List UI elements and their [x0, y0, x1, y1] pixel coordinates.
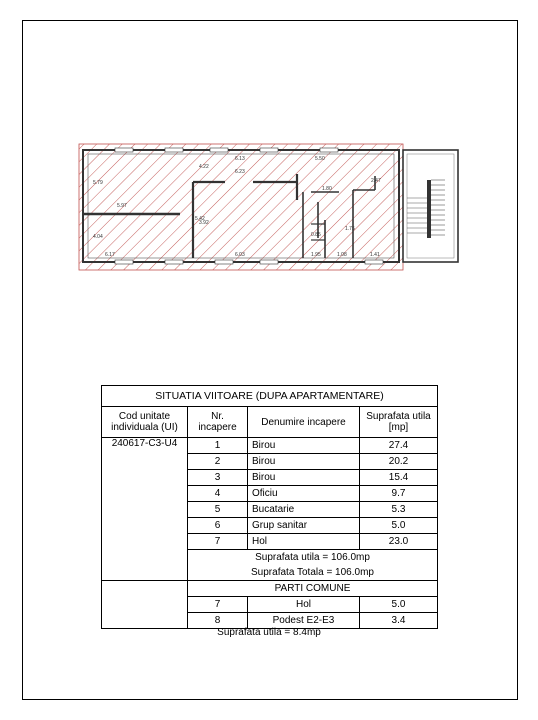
room-area: 5.3 — [360, 502, 438, 518]
floor-plan-drawing — [75, 140, 467, 275]
room-area: 3.4 — [360, 613, 438, 629]
room-nr: 4 — [188, 486, 248, 502]
dim-label: 6.03 — [235, 252, 245, 258]
dim-label: 1.41 — [370, 252, 380, 258]
room-name: Grup sanitar — [248, 518, 360, 534]
room-area: 5.0 — [360, 597, 438, 613]
total-overall-area: Suprafata Totala = 106.0mp — [188, 565, 438, 581]
dim-label: 0.85 — [311, 232, 321, 238]
room-nr: 6 — [188, 518, 248, 534]
room-area: 23.0 — [360, 534, 438, 550]
room-nr: 3 — [188, 470, 248, 486]
room-area: 27.4 — [360, 438, 438, 454]
room-nr: 2 — [188, 454, 248, 470]
area-table — [101, 385, 438, 629]
dim-label: 6.13 — [235, 156, 245, 162]
dim-label: 1.80 — [322, 186, 332, 192]
table-row — [102, 438, 438, 454]
dim-label: 2.47 — [371, 178, 381, 184]
common-empty-cell — [102, 581, 188, 629]
room-area: 9.7 — [360, 486, 438, 502]
table-title: SITUATIA VIITOARE (DUPA APARTAMENTARE) — [102, 386, 438, 407]
room-nr: 5 — [188, 502, 248, 518]
room-area: 5.0 — [360, 518, 438, 534]
header-unit-code: Cod unitate individuala (UI) — [102, 407, 188, 438]
dim-label: 5.42 — [195, 216, 205, 222]
room-name: Oficiu — [248, 486, 360, 502]
common-parts-title: PARTI COMUNE — [188, 581, 438, 597]
dim-label: 1.75 — [345, 226, 355, 232]
room-name: Birou — [248, 454, 360, 470]
dim-label: 5.97 — [117, 203, 127, 209]
dim-label: 1.08 — [337, 252, 347, 258]
room-name: Hol — [248, 597, 360, 613]
room-nr: 1 — [188, 438, 248, 454]
room-nr: 8 — [188, 613, 248, 629]
dim-label: 6.17 — [105, 252, 115, 258]
room-name: Podest E2-E3 — [248, 613, 360, 629]
header-area: Suprafata utila [mp] — [360, 407, 438, 438]
room-area: 15.4 — [360, 470, 438, 486]
dim-label: 5.50 — [315, 156, 325, 162]
room-name: Hol — [248, 534, 360, 550]
stair-steps — [407, 180, 445, 235]
dim-label: 4.22 — [199, 164, 209, 170]
dim-label: 4.04 — [93, 234, 103, 240]
header-room-name: Denumire incapere — [248, 407, 360, 438]
room-name: Birou — [248, 470, 360, 486]
room-area: 20.2 — [360, 454, 438, 470]
total-useful-area: Suprafata utila = 106.0mp — [188, 550, 438, 566]
room-name: Bucatarie — [248, 502, 360, 518]
dim-label: 1.95 — [311, 252, 321, 258]
room-name: Birou — [248, 438, 360, 454]
unit-code: 240617-C3-U4 — [102, 438, 188, 581]
common-total-area: Suprafata utila = 8.4mp — [217, 627, 321, 638]
dim-label: 5.79 — [93, 180, 103, 186]
room-nr: 7 — [188, 597, 248, 613]
dim-label: 6.23 — [235, 169, 245, 175]
dim-label: 3.92 — [199, 220, 209, 226]
floor-plan — [75, 140, 467, 275]
header-room-nr: Nr. incapere — [188, 407, 248, 438]
room-nr: 7 — [188, 534, 248, 550]
